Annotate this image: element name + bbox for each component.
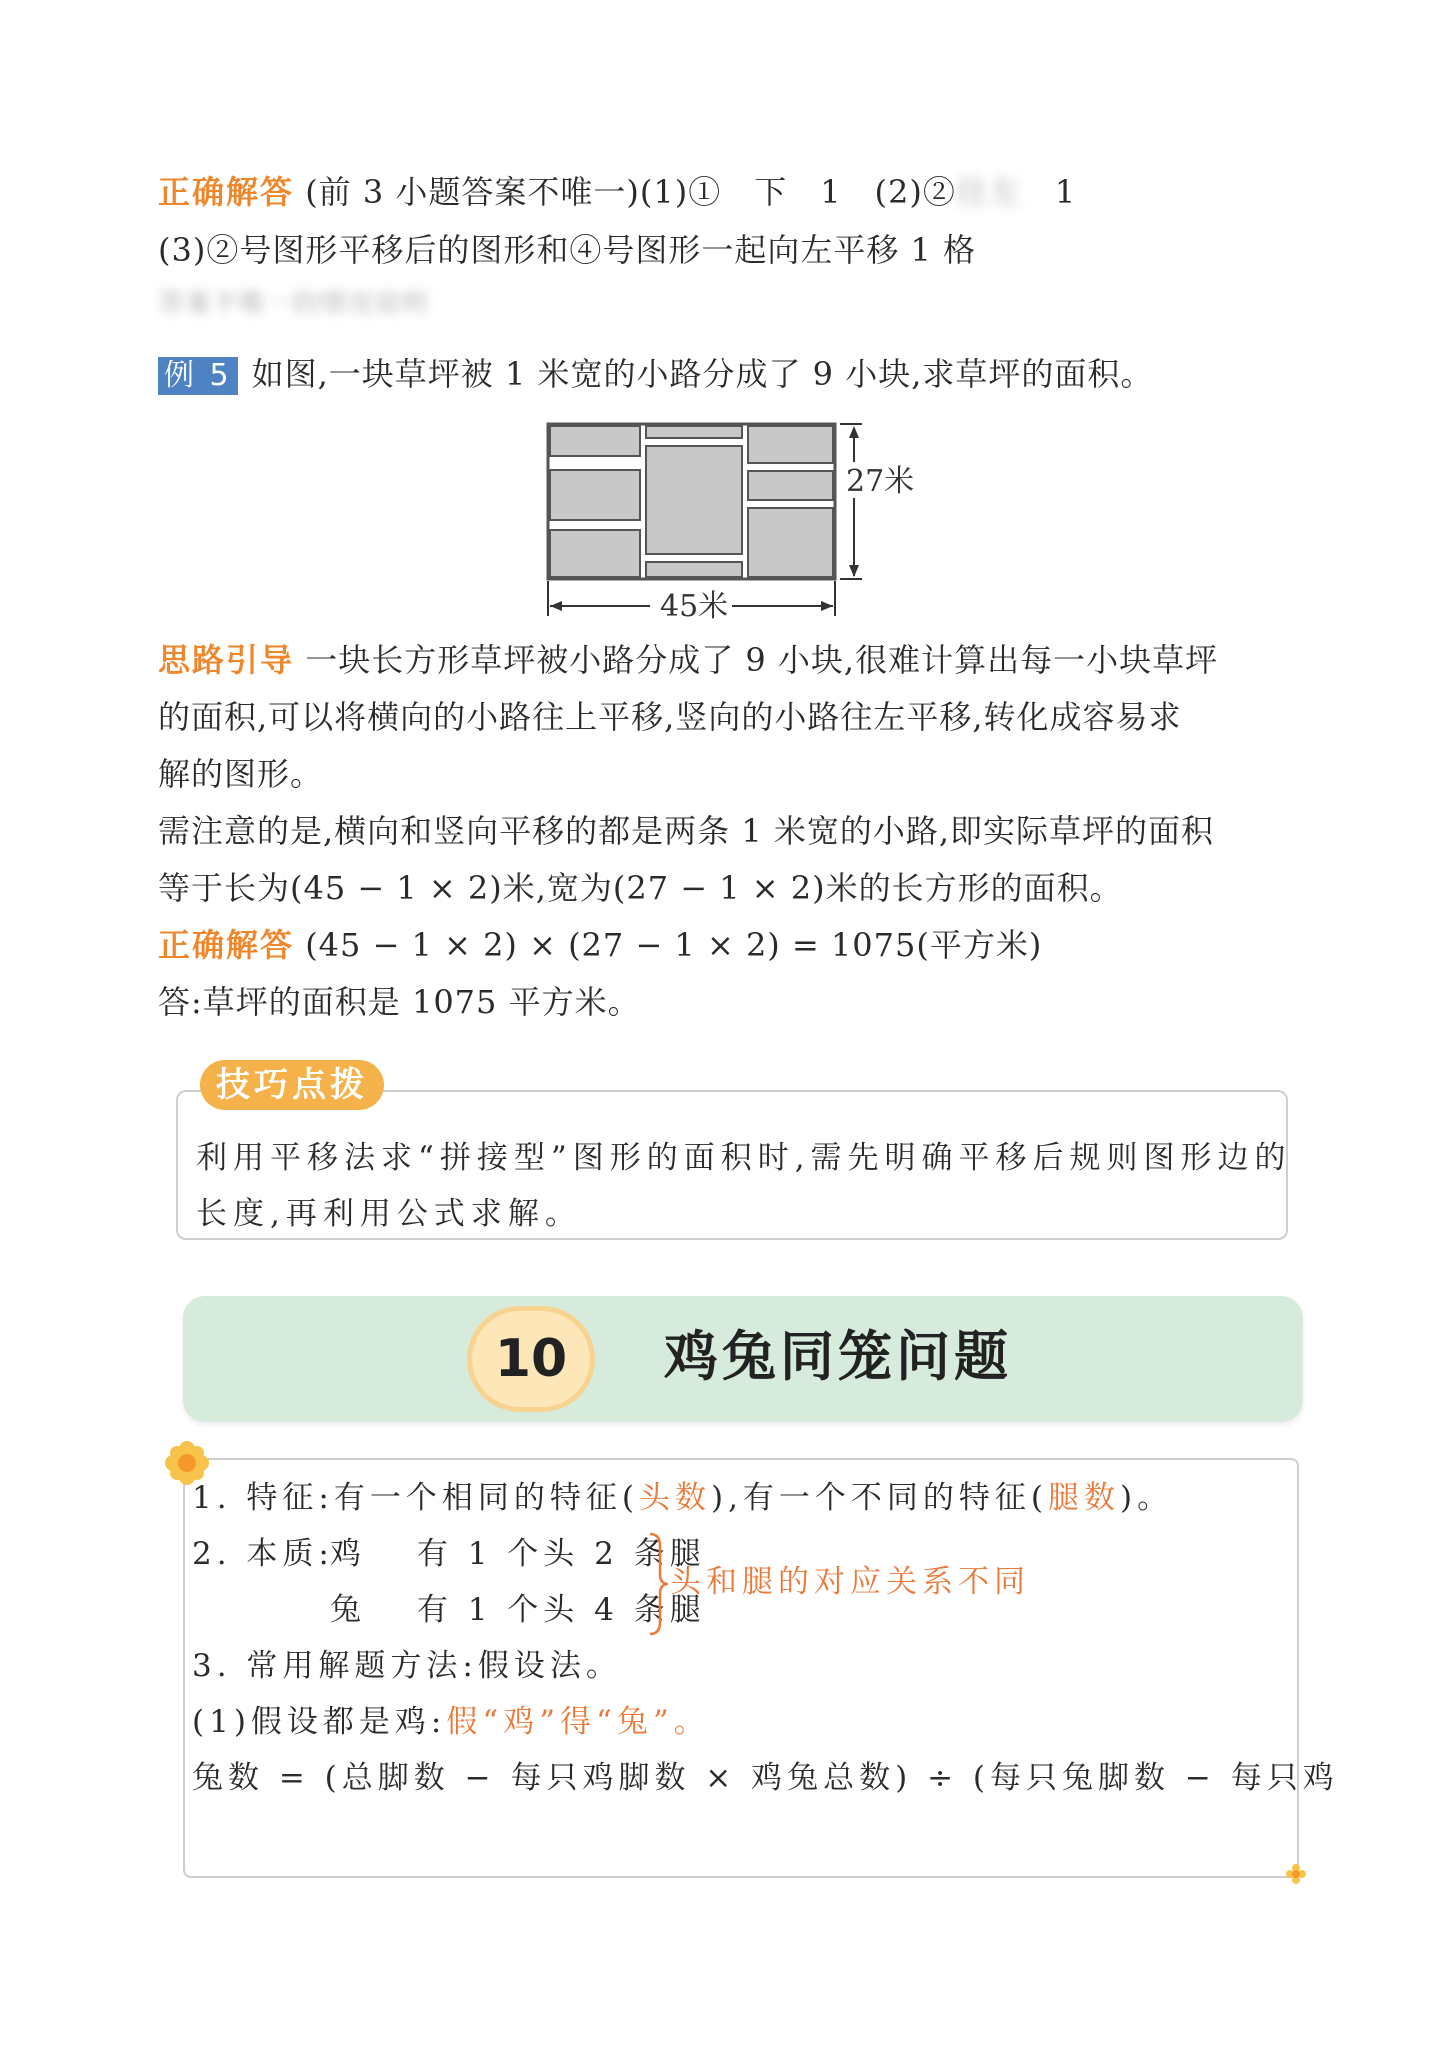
blurred-text: 往左 (955, 173, 1022, 211)
answer2-line (158, 923, 1042, 967)
section-number: 10 (467, 1306, 595, 1412)
tip-line-1: 利用平移法求“拼接型”图形的面积时,需先明确平移后规则图形边的 (196, 1140, 1292, 1176)
question-text: 如图,一块草坪被 1 米宽的小路分成了 9 小块,求草坪的面积。 (251, 355, 1154, 393)
rabbit-formula: 兔数 = (总脚数 − 每只鸡脚数 × 鸡兔总数) ÷ (每只兔脚数 − 每只鸡 (192, 1760, 1339, 1796)
feature-text-mid: ),有一个不同的特征( (710, 1480, 1049, 1516)
brace-icon (648, 1532, 670, 1636)
hint-line-5: 等于长为(45 − 1 × 2)米,宽为(27 − 1 × 2)米的长方形的面积。 (158, 869, 1123, 907)
feature-legs: 腿数 (1048, 1480, 1121, 1516)
essence-note: 头和腿的对应关系不同 (670, 1564, 1030, 1600)
answer2-label: 正确解答 (158, 926, 295, 964)
example-badge: 例 5 (158, 357, 238, 395)
feature-heads: 头数 (638, 1480, 711, 1516)
lawn-block (550, 470, 640, 520)
lawn-block (550, 426, 640, 456)
tip-line-2: 长度,再利用公式求解。 (196, 1196, 582, 1232)
lawn-block (748, 426, 833, 463)
lawn-block (748, 508, 833, 577)
lawn-block (646, 446, 742, 554)
summary-feature (192, 1476, 1173, 1520)
lawn-block (646, 426, 742, 438)
answer-line-1 (158, 170, 1076, 214)
feature-text-end: )。 (1120, 1480, 1174, 1516)
hint-line-4: 需注意的是,横向和竖向平移的都是两条 1 米宽的小路,即实际草坪的面积 (158, 812, 1215, 850)
hint-line-3: 解的图形。 (158, 755, 324, 793)
lawn-figure (540, 416, 920, 621)
lawn-block (646, 562, 742, 577)
hint-line-2: 的面积,可以将横向的小路往上平移,竖向的小路往左平移,转化成容易求 (158, 698, 1182, 736)
small-flower-icon (1286, 1864, 1306, 1884)
answer2-formula: (45 − 1 × 2) × (27 − 1 × 2) = 1075(平方米) (305, 926, 1043, 964)
tip-tag: 技巧点拨 (200, 1060, 384, 1110)
hint-line-1 (158, 638, 1218, 682)
blurred-line: 答案不唯一的情况说明 (158, 289, 429, 319)
essence-rabbit: 兔 有 1 个头 4 条腿 (330, 1592, 706, 1628)
width-label: 45米 (660, 589, 729, 621)
answer-label: 正确解答 (158, 173, 295, 211)
assumption-text: (1)假设都是鸡: (192, 1704, 447, 1740)
essence-chicken: 鸡 有 1 个头 2 条腿 (330, 1536, 706, 1572)
example-question (158, 352, 1153, 396)
answer2-conclusion: 答:草坪的面积是 1075 平方米。 (158, 983, 641, 1021)
lawn-block (748, 471, 833, 500)
essence-label: 2. 本质: (192, 1536, 334, 1572)
hint-label: 思路引导 (158, 641, 295, 679)
hint-text: 一块长方形草坪被小路分成了 9 小块,很难计算出每一小块草坪 (305, 641, 1219, 679)
height-label: 27米 (846, 464, 915, 499)
answer-text-end: 1 (1021, 173, 1077, 211)
section-title: 鸡兔同笼问题 (664, 1325, 1012, 1388)
feature-text: 1. 特征:有一个相同的特征( (192, 1480, 639, 1516)
assumption-line (192, 1700, 710, 1744)
method-line: 3. 常用解题方法:假设法。 (192, 1648, 622, 1684)
lawn-block (550, 530, 640, 577)
assumption-highlight: 假“鸡”得“兔”。 (446, 1704, 710, 1740)
answer-line-2: (3)②号图形平移后的图形和④号图形一起向左平移 1 格 (158, 231, 977, 269)
answer-text: (前 3 小题答案不唯一)(1)① 下 1 (2)② (305, 173, 956, 211)
